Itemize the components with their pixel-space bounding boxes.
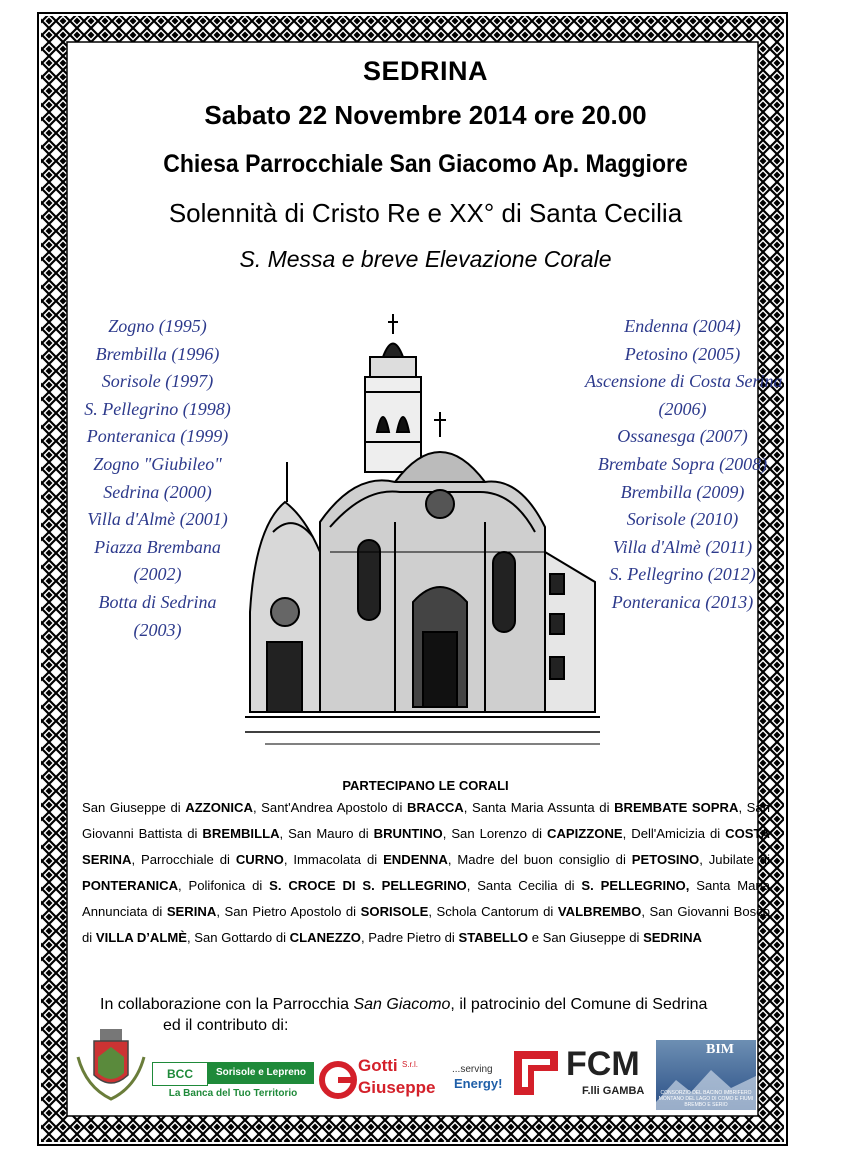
choir-name: , San Lorenzo di — [442, 826, 547, 841]
choir-town: BRACCA — [407, 800, 464, 815]
fcm-subtitle: F.lli GAMBA — [582, 1085, 645, 1097]
choir-name: , Santa Cecilia di — [466, 878, 582, 893]
choir-name: San Giuseppe di — [82, 800, 186, 815]
collaboration-parish: San Giacomo — [353, 996, 451, 1013]
participants-list — [82, 795, 770, 951]
fcm-mark-icon — [512, 1049, 560, 1097]
town-title: SEDRINA — [362, 56, 488, 86]
year-entry: Botta di Sedrina — [98, 591, 217, 612]
choir-town: BREMBILLA — [202, 826, 280, 841]
year-entry: Zogno "Giubileo" — [93, 453, 222, 474]
choir-name: , Santa Maria Assunta di — [463, 800, 615, 815]
choir-name: , Jubilate di — [699, 852, 770, 867]
choir-name: , San Giovanni Bosco di — [82, 904, 770, 945]
bcc-subtitle: Sorisole e Lepreno — [208, 1062, 314, 1084]
contribution-line: ed il contributo di: — [163, 1017, 289, 1034]
choir-name: , Immacolata di — [283, 852, 384, 867]
choir-town: BRUNTINO — [373, 826, 443, 841]
coat-of-arms-logo — [72, 1027, 150, 1105]
bcc-name: BCC — [152, 1062, 208, 1086]
year-entry: S. Pellegrino (1998) — [84, 398, 231, 419]
fcm-name: FCM — [566, 1045, 640, 1083]
choir-name: , Sant'Andrea Apostolo di — [252, 800, 408, 815]
gotti-logo — [318, 1054, 436, 1108]
choir-town: STABELLO — [458, 930, 529, 945]
choir-town: CURNO — [235, 852, 284, 867]
choir-town: SERINA — [166, 904, 217, 919]
choir-town: AZZONICA — [185, 800, 253, 815]
year-entry: Ponteranica (1999) — [86, 426, 229, 447]
choir-name: Santa Maria Annunciata di — [82, 878, 770, 919]
year-entry: S. Pellegrino (2012) — [609, 564, 756, 585]
year-entry: (2002) — [133, 564, 182, 585]
event-datetime: Sabato 22 Novembre 2014 ore 20.00 — [204, 100, 647, 130]
choir-town: ENDENNA — [383, 852, 448, 867]
year-entry: Villa d'Almè (2011) — [612, 536, 753, 557]
mass-subtitle: S. Messa e breve Elevazione Corale — [239, 246, 612, 272]
year-entry: (2003) — [133, 619, 182, 640]
year-entry: Brembilla (2009) — [620, 481, 745, 502]
choir-town: COSTA SERINA — [82, 826, 771, 867]
year-entry: Sorisole (1997) — [101, 371, 214, 392]
solemnity-title: Solennità di Cristo Re e XX° di Santa Cecilia — [168, 198, 683, 228]
year-entry: (2006) — [658, 398, 707, 419]
choir-town: BREMBATE SOPRA — [614, 800, 739, 815]
serving-text: ...serving — [452, 1064, 493, 1075]
choir-name: , Dell'Amicizia di — [622, 826, 726, 841]
collaboration-pre: In collaborazione con la Parrocchia — [100, 996, 354, 1013]
year-entry: Ponteranica (2013) — [611, 591, 754, 612]
year-entry: Brembilla (1996) — [95, 343, 220, 364]
choir-name: , Polifonica di — [178, 878, 270, 893]
gotti-name-2: Giuseppe — [358, 1078, 436, 1097]
energy-text: Energy! — [454, 1076, 503, 1091]
choir-town: VALBREMBO — [557, 904, 642, 919]
choir-name: , San Giovanni Battista di — [82, 800, 770, 841]
year-entry: Ossanesga (2007) — [617, 426, 748, 447]
choir-town: S. PELLEGRINO, — [581, 878, 690, 893]
choir-town: PONTERANICA — [82, 878, 179, 893]
year-entry: Petosino (2005) — [624, 343, 741, 364]
year-entry: Piazza Brembana — [94, 536, 221, 557]
year-entry: Villa d'Almè (2001) — [87, 509, 228, 530]
choir-town: CLANEZZO — [289, 930, 361, 945]
choir-town: PETOSINO — [631, 852, 700, 867]
choir-name: , Schola Cantorum di — [428, 904, 558, 919]
church-illustration — [245, 312, 600, 747]
choir-town: SEDRINA — [643, 930, 703, 945]
year-entry: Sedrina (2000) — [103, 481, 212, 502]
choir-name: , Parrocchiale di — [131, 852, 236, 867]
year-entry: Zogno (1995) — [108, 316, 207, 336]
choir-name: , San Pietro Apostolo di — [216, 904, 361, 919]
choir-name: e San Giuseppe di — [528, 930, 644, 945]
bim-logo — [656, 1040, 756, 1110]
choir-town: SORISOLE — [360, 904, 429, 919]
years-list-left — [70, 313, 245, 644]
year-entry: Brembate Sopra (2008) — [597, 453, 768, 474]
bim-subtitle: CONSORZIO DEL BACINO IMBRIFERO MONTANO DEL LAGO DI COMO E FIUMI BREMBO E SERIO — [658, 1090, 754, 1108]
gotti-name-1: Gotti — [358, 1056, 398, 1075]
bcc-tagline: La Banca del Tuo Territorio — [168, 1088, 298, 1099]
choir-town: S. CROCE DI S. PELLEGRINO — [269, 878, 467, 893]
collaboration-line — [100, 996, 707, 1014]
year-entry: Sorisole (2010) — [626, 509, 739, 530]
year-entry: Endenna (2004) — [624, 316, 741, 336]
choir-name: , San Mauro di — [279, 826, 374, 841]
gotti-mark-icon — [318, 1060, 358, 1100]
choir-name: , Padre Pietro di — [360, 930, 459, 945]
choir-town: CAPIZZONE — [547, 826, 623, 841]
years-list-right — [585, 313, 783, 617]
year-entry: Ascensione di Costa Serina — [585, 371, 783, 392]
gotti-srl: S.r.l. — [402, 1060, 419, 1069]
fcm-logo — [512, 1045, 646, 1101]
church-name: Chiesa Parrocchiale San Giacomo Ap. Maggiore — [163, 150, 688, 178]
participants-title: PARTECIPANO LE CORALI — [342, 778, 509, 793]
bim-name: BIM — [706, 1042, 734, 1057]
choir-town: VILLA D’ALMÈ — [95, 930, 188, 945]
choir-name: , San Gottardo di — [187, 930, 290, 945]
serving-energy-logo — [440, 1064, 510, 1098]
collaboration-post: , il patrocinio del Comune di Sedrina — [450, 996, 708, 1013]
bcc-logo — [152, 1058, 314, 1108]
choir-name: , Madre del buon consiglio di — [447, 852, 632, 867]
